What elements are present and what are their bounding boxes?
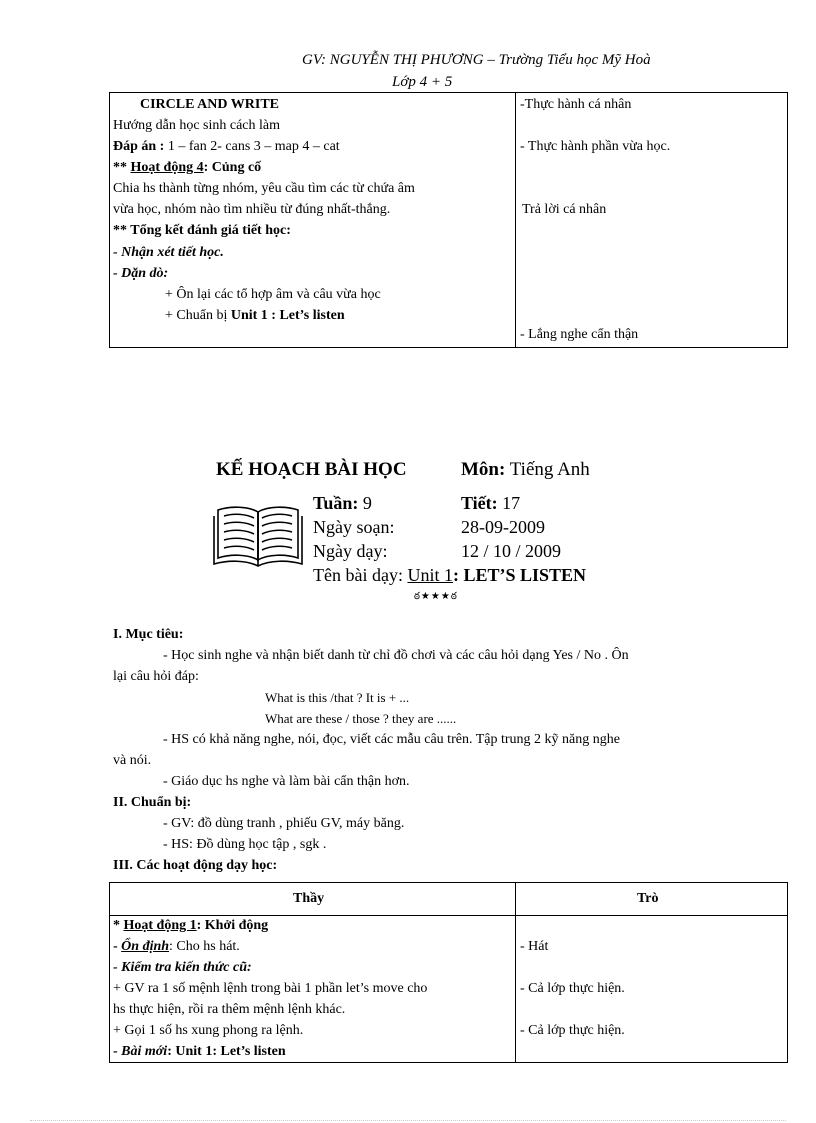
- homework-item-2: + Chuẩn bị Unit 1 : Let’s listen: [165, 308, 345, 323]
- old-knowledge-check: - Kiểm tra kiến thức cũ:: [113, 960, 252, 975]
- column-teacher: Thầy: [293, 891, 325, 906]
- student-activity-3: - Cả lớp thực hiện.: [520, 1023, 625, 1038]
- lesson-plan-title: KẾ HOẠCH BÀI HỌC: [216, 459, 407, 480]
- student-materials: - HS: Đồ dùng học tập , sgk .: [163, 837, 327, 852]
- objective-2-line-2: và nói.: [113, 753, 152, 768]
- student-response-1: -Thực hành cá nhân: [520, 97, 632, 112]
- question-pattern-2: What are these / those ? they are ......: [265, 711, 457, 726]
- instruction-line: Hướng dẫn học sinh cách làm: [113, 118, 281, 133]
- homework-heading: - Dặn dò:: [113, 266, 169, 281]
- answer-line: Đáp án : 1 – fan 2- cans 3 – map 4 – cat: [113, 139, 340, 154]
- group-task-line-2: vừa học, nhóm nào tìm nhiều từ đúng nhất-thắng.: [113, 202, 391, 217]
- volunteer-command-line: + Gọi 1 số hs xung phong ra lệnh.: [113, 1023, 304, 1038]
- column-student: Trò: [637, 891, 659, 906]
- group-task-line-1: Chia hs thành từng nhóm, yêu cầu tìm các từ chứa âm: [113, 181, 415, 196]
- prep-date: 28-09-2009: [461, 517, 545, 537]
- prep-date-label: Ngày soạn:: [313, 517, 395, 537]
- objective-1-line-1: - Học sinh nghe và nhận biết danh từ chỉ đồ chơi và các câu hỏi dạng Yes / No . Ôn: [163, 648, 629, 663]
- week-line: Tuần: 9: [313, 493, 372, 513]
- objective-1-line-2: lại câu hỏi đáp:: [113, 669, 199, 684]
- period-line: Tiết: 17: [461, 493, 521, 513]
- lesson-name-line: Tên bài dạy: Unit 1: LET’S LISTEN: [313, 565, 587, 585]
- lesson-review-line: - Nhận xét tiết học.: [113, 245, 224, 260]
- activity-4-heading: ** Hoạt động 4: Củng cố: [113, 160, 262, 175]
- circle-write-heading: CIRCLE AND WRITE: [140, 97, 279, 112]
- ornament-divider: ఠ★★★ఠ: [414, 591, 458, 602]
- activities-heading: III. Các hoạt động dạy học:: [113, 858, 278, 873]
- teach-date: 12 / 10 / 2009: [461, 541, 562, 561]
- new-lesson-line: - Bài mới: Unit 1: Let’s listen: [113, 1044, 286, 1059]
- activities-table-divider: [515, 882, 516, 1062]
- student-response-2: - Thực hành phần vừa học.: [520, 139, 671, 154]
- teacher-command-line-2: hs thực hiện, rồi ra thêm mệnh lệnh khác.: [113, 1002, 346, 1017]
- student-response-3: Trả lời cá nhân: [522, 202, 607, 217]
- objectives-heading: I. Mục tiêu:: [113, 627, 184, 642]
- teacher-header: GV: NGUYỄN THỊ PHƯƠNG – Trường Tiểu học Mỹ Hoà: [302, 52, 651, 68]
- teacher-command-line-1: + GV ra 1 số mệnh lệnh trong bài 1 phần let’s move cho: [113, 981, 428, 996]
- teach-date-label: Ngày dạy:: [313, 541, 388, 561]
- activity-1-heading: * Hoạt động 1: Khởi động: [113, 918, 269, 933]
- activities-table-header-border: [109, 915, 787, 916]
- objective-3: - Giáo dục hs nghe và làm bài cẩn thận hơn.: [163, 774, 410, 789]
- student-activity-2: - Cả lớp thực hiện.: [520, 981, 625, 996]
- question-pattern-1: What is this /that ? It is + ...: [265, 690, 410, 705]
- homework-item-1: + Ôn lại các tổ hợp âm và câu vừa học: [165, 287, 381, 302]
- summary-heading: ** Tổng kết đánh giá tiết học:: [113, 223, 291, 238]
- review-table-divider: [515, 92, 516, 347]
- teacher-materials: - GV: đồ dùng tranh , phiếu GV, máy băng.: [163, 816, 405, 831]
- warmup-line: - Ổn định: Cho hs hát.: [113, 939, 240, 954]
- preparation-heading: II. Chuẩn bị:: [113, 795, 192, 810]
- student-activity-1: - Hát: [520, 939, 549, 954]
- page-bottom-rule: [30, 1120, 786, 1121]
- class-header: Lớp 4 + 5: [392, 74, 453, 90]
- subject-line: Môn: Tiếng Anh: [461, 459, 590, 480]
- student-response-4: - Lắng nghe cẩn thận: [520, 327, 639, 342]
- open-book-icon: [212, 502, 304, 570]
- objective-2-line-1: - HS có khả năng nghe, nói, đọc, viết các mẫu câu trên. Tập trung 2 kỹ năng nghe: [163, 732, 620, 747]
